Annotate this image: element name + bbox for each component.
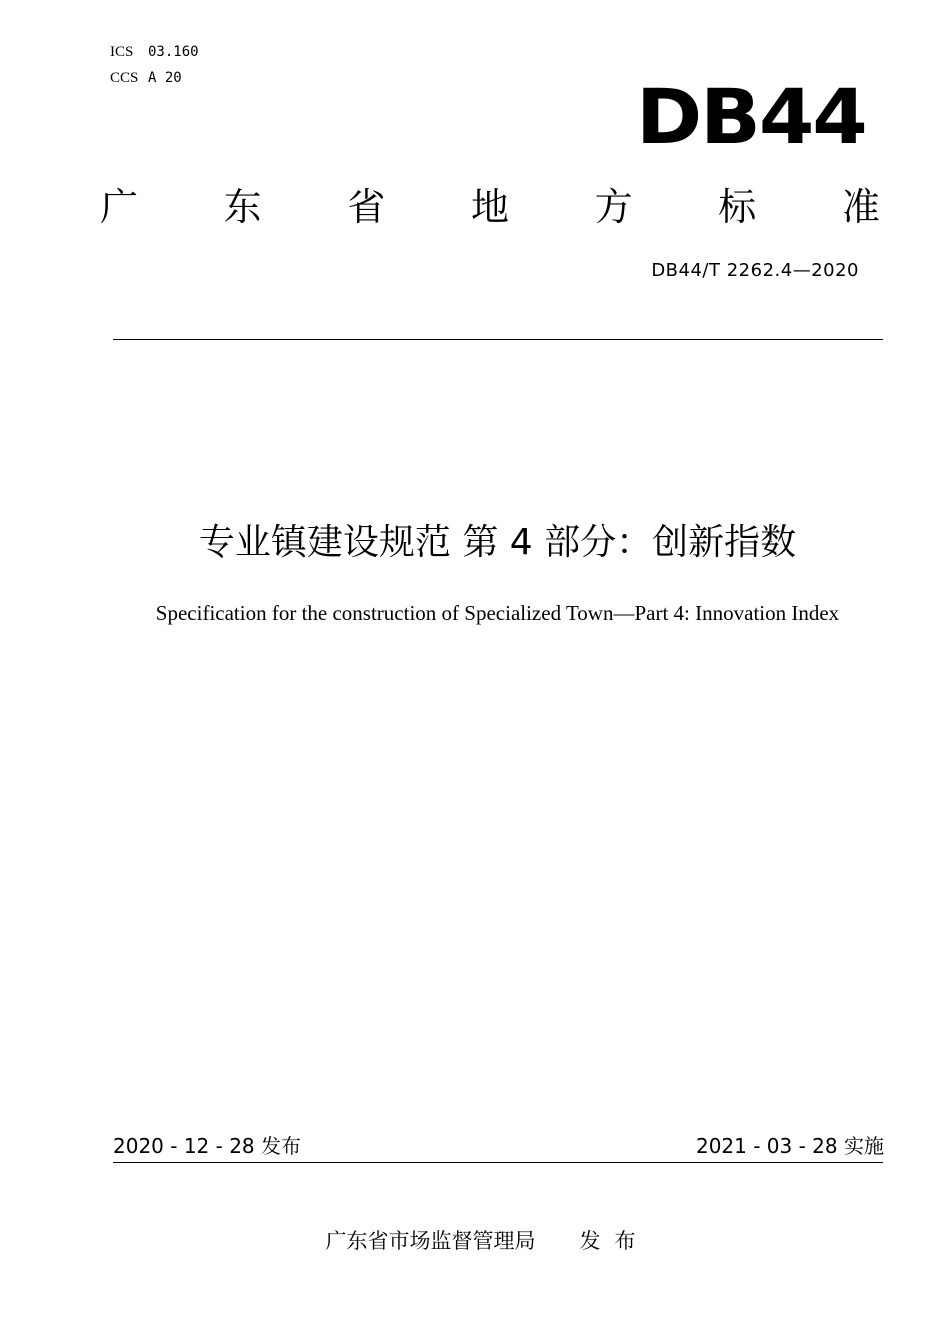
standard-type-char: 广 <box>100 185 139 229</box>
top-divider <box>113 339 883 340</box>
publisher-name: 广东省市场监督管理局 <box>325 1229 536 1253</box>
publisher-action: 发布 <box>579 1229 650 1253</box>
standard-type-char: 东 <box>223 185 262 229</box>
publisher-line <box>0 1226 950 1256</box>
english-title: Specification for the construction of Specialized Town—Part 4: Innovation Index <box>155 601 840 625</box>
standard-type-char: 地 <box>470 185 509 229</box>
db44-logo: DB44 <box>636 72 866 161</box>
ics-code: 03.160 <box>148 44 199 60</box>
bottom-divider <box>113 1162 883 1163</box>
ics-label: ICS <box>110 44 134 60</box>
ccs-label: CCS <box>110 70 139 86</box>
standard-type-title <box>100 182 880 232</box>
ccs-code: A 20 <box>148 70 182 86</box>
standard-type-char: 准 <box>841 185 880 229</box>
ccs-row <box>110 70 182 87</box>
standard-type-char: 方 <box>594 185 633 229</box>
standard-number: DB44/T 2262.4—2020 <box>651 260 859 281</box>
chinese-title: 专业镇建设规范 第 4 部分：创新指数 <box>198 522 797 563</box>
standard-type-char: 标 <box>718 185 757 229</box>
release-date: 2020 - 12 - 28 发布 <box>113 1134 302 1158</box>
standard-type-char: 省 <box>347 185 386 229</box>
ics-row <box>110 44 199 61</box>
implementation-date: 2021 - 03 - 28 实施 <box>695 1134 884 1158</box>
